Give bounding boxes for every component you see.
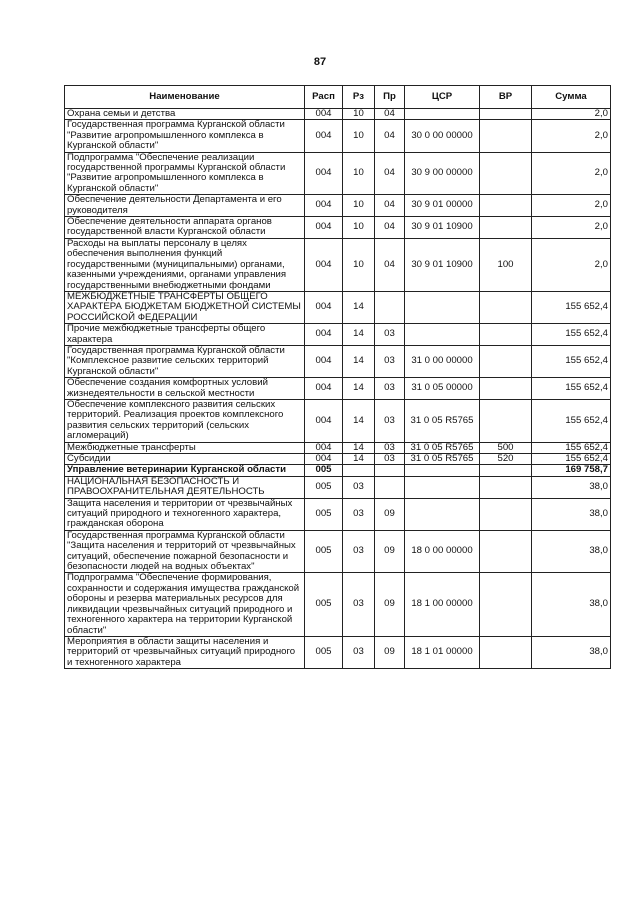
cell-name: Обеспечение комплексного развития сельских территорий. Реализация проектов комплексного развития сельских территорий (сельских агломераций) bbox=[65, 399, 305, 442]
cell-rasp: 005 bbox=[305, 573, 343, 636]
table-row bbox=[65, 345, 611, 377]
cell-rasp: 005 bbox=[305, 636, 343, 668]
cell-pr: 04 bbox=[375, 152, 405, 195]
cell-pr: 09 bbox=[375, 498, 405, 530]
cell-vr bbox=[480, 120, 532, 152]
cell-csr bbox=[405, 109, 480, 120]
cell-rz: 14 bbox=[343, 399, 375, 442]
cell-rz bbox=[343, 465, 375, 476]
cell-rz: 03 bbox=[343, 530, 375, 573]
cell-sum: 2,0 bbox=[532, 152, 611, 195]
cell-name: Защита населения и территории от чрезвычайных ситуаций природного и техногенного характера, гражданская оборона bbox=[65, 498, 305, 530]
cell-rz: 03 bbox=[343, 636, 375, 668]
cell-pr: 04 bbox=[375, 217, 405, 239]
header-csr: ЦСР bbox=[405, 86, 480, 109]
cell-vr: 520 bbox=[480, 454, 532, 465]
header-vr: ВР bbox=[480, 86, 532, 109]
cell-rasp: 004 bbox=[305, 152, 343, 195]
cell-csr: 18 1 00 00000 bbox=[405, 573, 480, 636]
cell-rz: 14 bbox=[343, 442, 375, 453]
cell-vr bbox=[480, 291, 532, 323]
cell-pr: 03 bbox=[375, 442, 405, 453]
cell-name: НАЦИОНАЛЬНАЯ БЕЗОПАСНОСТЬ И ПРАВООХРАНИТЕЛЬНАЯ ДЕЯТЕЛЬНОСТЬ bbox=[65, 476, 305, 498]
cell-sum: 155 652,4 bbox=[532, 345, 611, 377]
cell-rz: 10 bbox=[343, 217, 375, 239]
cell-csr: 31 0 05 R5765 bbox=[405, 442, 480, 453]
cell-rasp: 004 bbox=[305, 324, 343, 346]
cell-rz: 10 bbox=[343, 152, 375, 195]
table-row bbox=[65, 217, 611, 239]
table-body bbox=[65, 109, 611, 669]
cell-pr: 03 bbox=[375, 399, 405, 442]
cell-csr: 31 0 05 00000 bbox=[405, 378, 480, 400]
header-sum: Сумма bbox=[532, 86, 611, 109]
cell-csr bbox=[405, 324, 480, 346]
cell-sum: 169 758,7 bbox=[532, 465, 611, 476]
header-rasp: Расп bbox=[305, 86, 343, 109]
cell-rasp: 005 bbox=[305, 530, 343, 573]
table-row bbox=[65, 498, 611, 530]
cell-name: Государственная программа Курганской области "Защита населения и территорий от чрезвычайных ситуаций, обеспечение пожарной безопасности и безопасности людей на водных объектах" bbox=[65, 530, 305, 573]
cell-name: Прочие межбюджетные трансферты общего характера bbox=[65, 324, 305, 346]
cell-vr bbox=[480, 195, 532, 217]
cell-pr: 04 bbox=[375, 120, 405, 152]
cell-name: Государственная программа Курганской области "Комплексное развитие сельских территорий Курганской области" bbox=[65, 345, 305, 377]
cell-vr bbox=[480, 573, 532, 636]
cell-vr bbox=[480, 324, 532, 346]
cell-vr bbox=[480, 217, 532, 239]
cell-csr: 30 9 01 10900 bbox=[405, 217, 480, 239]
cell-sum: 155 652,4 bbox=[532, 324, 611, 346]
cell-rz: 10 bbox=[343, 195, 375, 217]
cell-name: Обеспечение деятельности Департамента и его руководителя bbox=[65, 195, 305, 217]
table-row bbox=[65, 195, 611, 217]
cell-rasp: 005 bbox=[305, 465, 343, 476]
cell-rz: 10 bbox=[343, 238, 375, 291]
cell-vr bbox=[480, 378, 532, 400]
cell-pr: 03 bbox=[375, 345, 405, 377]
cell-vr bbox=[480, 399, 532, 442]
cell-rz: 03 bbox=[343, 498, 375, 530]
cell-name: Управление ветеринарии Курганской области bbox=[65, 465, 305, 476]
cell-name: Охрана семьи и детства bbox=[65, 109, 305, 120]
cell-sum: 155 652,4 bbox=[532, 442, 611, 453]
table-row bbox=[65, 442, 611, 453]
cell-rasp: 004 bbox=[305, 217, 343, 239]
cell-vr bbox=[480, 476, 532, 498]
cell-rz: 03 bbox=[343, 573, 375, 636]
cell-name: Обеспечение создания комфортных условий жизнедеятельности в сельской местности bbox=[65, 378, 305, 400]
cell-sum: 38,0 bbox=[532, 476, 611, 498]
cell-rz: 14 bbox=[343, 454, 375, 465]
cell-pr: 09 bbox=[375, 573, 405, 636]
cell-pr: 09 bbox=[375, 636, 405, 668]
table-row bbox=[65, 238, 611, 291]
cell-sum: 38,0 bbox=[532, 573, 611, 636]
cell-csr: 30 9 01 00000 bbox=[405, 195, 480, 217]
cell-name: МЕЖБЮДЖЕТНЫЕ ТРАНСФЕРТЫ ОБЩЕГО ХАРАКТЕРА БЮДЖЕТАМ БЮДЖЕТНОЙ СИСТЕМЫ РОССИЙСКОЙ ФЕДЕРАЦИИ bbox=[65, 291, 305, 323]
cell-sum: 2,0 bbox=[532, 120, 611, 152]
cell-vr bbox=[480, 530, 532, 573]
table-row bbox=[65, 476, 611, 498]
cell-sum: 38,0 bbox=[532, 636, 611, 668]
header-name: Наименование bbox=[65, 86, 305, 109]
cell-rz: 14 bbox=[343, 378, 375, 400]
cell-rasp: 004 bbox=[305, 345, 343, 377]
cell-sum: 2,0 bbox=[532, 109, 611, 120]
cell-rz: 03 bbox=[343, 476, 375, 498]
cell-csr: 30 0 00 00000 bbox=[405, 120, 480, 152]
cell-name: Расходы на выплаты персоналу в целях обеспечения выполнения функций государственными (муниципальными) органами, казенными учреждениями, органами управления государственными внебюджетными фондами bbox=[65, 238, 305, 291]
header-rz: Рз bbox=[343, 86, 375, 109]
table-row bbox=[65, 399, 611, 442]
cell-pr: 03 bbox=[375, 378, 405, 400]
cell-csr: 31 0 00 00000 bbox=[405, 345, 480, 377]
cell-rz: 10 bbox=[343, 109, 375, 120]
cell-rasp: 004 bbox=[305, 291, 343, 323]
cell-csr: 31 0 05 R5765 bbox=[405, 454, 480, 465]
cell-sum: 155 652,4 bbox=[532, 291, 611, 323]
cell-sum: 38,0 bbox=[532, 498, 611, 530]
cell-rasp: 005 bbox=[305, 498, 343, 530]
cell-rasp: 004 bbox=[305, 109, 343, 120]
cell-vr bbox=[480, 345, 532, 377]
cell-rz: 14 bbox=[343, 324, 375, 346]
cell-csr: 18 1 01 00000 bbox=[405, 636, 480, 668]
table-row bbox=[65, 465, 611, 476]
cell-rasp: 005 bbox=[305, 476, 343, 498]
cell-rz: 10 bbox=[343, 120, 375, 152]
cell-rasp: 004 bbox=[305, 378, 343, 400]
table-row bbox=[65, 454, 611, 465]
cell-name: Подпрограмма "Обеспечение формирования, сохранности и содержания имущества гражданской обороны и резерва материальных ресурсов для ликвидации чрезвычайных ситуаций природного и техногенного характера на территории Курганской области" bbox=[65, 573, 305, 636]
table-row bbox=[65, 291, 611, 323]
cell-vr bbox=[480, 636, 532, 668]
cell-rasp: 004 bbox=[305, 195, 343, 217]
cell-csr bbox=[405, 498, 480, 530]
table-row bbox=[65, 530, 611, 573]
cell-name: Межбюджетные трансферты bbox=[65, 442, 305, 453]
cell-sum: 38,0 bbox=[532, 530, 611, 573]
table-row bbox=[65, 378, 611, 400]
cell-csr: 30 9 01 10900 bbox=[405, 238, 480, 291]
cell-pr bbox=[375, 476, 405, 498]
cell-sum: 155 652,4 bbox=[532, 399, 611, 442]
cell-vr: 500 bbox=[480, 442, 532, 453]
cell-rasp: 004 bbox=[305, 120, 343, 152]
cell-name: Обеспечение деятельности аппарата органов государственной власти Курганской области bbox=[65, 217, 305, 239]
cell-vr bbox=[480, 109, 532, 120]
table-row bbox=[65, 324, 611, 346]
cell-sum: 155 652,4 bbox=[532, 378, 611, 400]
cell-csr: 30 9 00 00000 bbox=[405, 152, 480, 195]
cell-vr bbox=[480, 498, 532, 530]
cell-rasp: 004 bbox=[305, 454, 343, 465]
cell-vr bbox=[480, 465, 532, 476]
cell-pr: 03 bbox=[375, 454, 405, 465]
page-number: 87 bbox=[313, 56, 327, 68]
header-pr: Пр bbox=[375, 86, 405, 109]
cell-csr bbox=[405, 476, 480, 498]
cell-csr bbox=[405, 465, 480, 476]
cell-name: Мероприятия в области защиты населения и территорий от чрезвычайных ситуаций природного и техногенного характера bbox=[65, 636, 305, 668]
cell-rasp: 004 bbox=[305, 238, 343, 291]
cell-rasp: 004 bbox=[305, 399, 343, 442]
cell-pr: 03 bbox=[375, 324, 405, 346]
cell-sum: 2,0 bbox=[532, 217, 611, 239]
table-row bbox=[65, 636, 611, 668]
cell-csr bbox=[405, 291, 480, 323]
cell-vr bbox=[480, 152, 532, 195]
cell-sum: 2,0 bbox=[532, 238, 611, 291]
cell-pr: 09 bbox=[375, 530, 405, 573]
cell-pr: 04 bbox=[375, 238, 405, 291]
header-row bbox=[65, 86, 611, 109]
cell-rz: 14 bbox=[343, 291, 375, 323]
cell-rasp: 004 bbox=[305, 442, 343, 453]
cell-rz: 14 bbox=[343, 345, 375, 377]
cell-sum: 2,0 bbox=[532, 195, 611, 217]
budget-table bbox=[64, 85, 611, 669]
table-row bbox=[65, 120, 611, 152]
table-row bbox=[65, 573, 611, 636]
cell-name: Подпрограмма "Обеспечение реализации государственной программы Курганской области "Развитие агропромышленного комплекса в Курганской области" bbox=[65, 152, 305, 195]
cell-name: Субсидии bbox=[65, 454, 305, 465]
cell-pr: 04 bbox=[375, 195, 405, 217]
table-row bbox=[65, 109, 611, 120]
cell-pr: 04 bbox=[375, 109, 405, 120]
cell-pr bbox=[375, 465, 405, 476]
cell-csr: 18 0 00 00000 bbox=[405, 530, 480, 573]
cell-sum: 155 652,4 bbox=[532, 454, 611, 465]
cell-name: Государственная программа Курганской области "Развитие агропромышленного комплекса в Курганской области" bbox=[65, 120, 305, 152]
table-row bbox=[65, 152, 611, 195]
cell-vr: 100 bbox=[480, 238, 532, 291]
cell-pr bbox=[375, 291, 405, 323]
cell-csr: 31 0 05 R5765 bbox=[405, 399, 480, 442]
